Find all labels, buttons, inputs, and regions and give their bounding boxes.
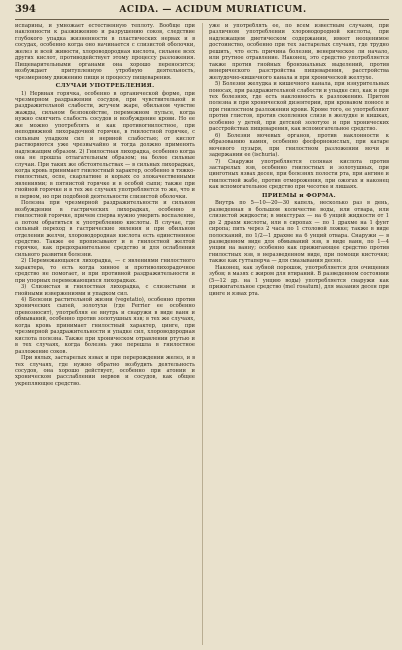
right-column xyxy=(209,23,389,645)
two-column-text xyxy=(15,23,389,645)
paragraph: 3) Слизистая и гнилостная лихорадка, с слизистыми и гнойными извержениями и упадком сил. xyxy=(15,284,195,297)
paragraph: Внутрь по 5—10—20—30 капель, несколько раз в день, разведенная в большом количестве воды, или отвара, или слизистой жидкости; в микстурах — на 6 унций жидкости от 1 до 2 драхм кислоты, или в сиропах — по 1 драхме на 1 фунт сиропа; пить через 2 часа по 1 столовой ложке; также в виде полосканий, по 1/2—1 драхме на 6 унций отвара. Снаружи — в разведенном виде для обмываний язв, в виде ванн, по 1—4 унции на ванну; особенно как прижигающее средство против гнилостных язв, в неразведенном виде, при помощи кисточки; также как гуттаперча — для смазывания десен. xyxy=(209,200,389,265)
section-title-doses: ПРИЕМЫ и ФОРМА. xyxy=(261,192,336,199)
paragraph: При вялых, застарелых язвах и при перерождении желез, и в тех случаях, где нужно обратно возбудить деятельность сосудов, она хорошо действует, особенно при атонии и хроническом расслаблении нервов и сосудов, как общее укрепляющее средство. xyxy=(15,355,195,387)
page-number: 394 xyxy=(15,4,36,15)
section-title-cases: СЛУЧАИ УПОТРЕБЛЕНИЯ. xyxy=(55,83,155,90)
paragraph: 5) Болезни желудка и кишечного канала, при изнурительных поносах, при раздражительной слабости и упадке сил, как и при тех болезнях, где есть наклонность к разложению. Притом полезна и при хронической дизентерии, при кровавом поносе и при гнилостном разложении крови. Кроме того, ее употребляют против глистов, против скопления слизи в желудке и кишках, особенно у детей, при детской золотухе и при хронических расстройствах пищеварения, как вспомогательное средство. xyxy=(209,81,389,133)
paragraph: испарины, и умножает естественную теплоту. Вообще при наклонности к разжижению и разрушению соков, следствие глубокого упадка жизненности в пластических нервах и в сосудах, особенно когда оно начинается с слизистой оболочки, желез и всей живости, хлороводородная кислота, сильнее всех других кислот, противодействует этому процессу разложения. Пищеварительными органами она хорошо переносится; возбуждает притупленную утробную деятельность, чрезмерному движению пищи и процессу пищеварения. xyxy=(15,23,195,81)
left-column xyxy=(15,23,195,645)
paragraph: Полезна при чрезмерной раздражительности и сильном возбуждении в гастрических лихорадках, особенно в гнилостной горячке, причем сперва нужно умерить воспаление, а потом обратиться к употреблению кислоты. В случае, где сильный переход в гастрические явления и при обильном отделении желчи, хлороводородная кислота есть единственное средство. Также ее прописывают и в гнилостной желтой горячке, как предохранительное средство и для ослабления сильного развития болезни. xyxy=(15,200,195,258)
running-head: ACIDA. — ACIDUM MURIATICUM. xyxy=(119,5,307,15)
paragraph: 4) Болезни растительной жизни (vegetatio), особенно против хронических сыпей, золотухи (где Ferrier ее особенно превозносит), употребляя ее внутрь и снаружи в виде ванн и обмываний, особенно против золотушных язв; в тех же случаях, когда кровь принимает гнилостный характер, цинге, при чрезмерной раздражительности и упадке сил, хлороводородная кислота полезна. Также при хроническом отравлении ртутью и в тех случаях, когда болезнь уже перешла в гнилостное разложение соков. xyxy=(15,297,195,355)
paragraph: 6) Болезни мочевых органов, против наклонности к образованию камня, особенно фосфорнокислых, при катаре мочевого пузыря, при гнилостном разложении мочи и задержании ее (ischuria). xyxy=(209,132,389,159)
paragraph: 7) Снаружи употребляется соляная кислота против застарелых язв, особенно гнилостных и золотушных, при цинготных язвах десен, при болезнях полости рта, при ангине и гнилостной жабе, против отморожения, при ожогах и наконец как вспомогательное средство при чесотке и лишаях. xyxy=(209,158,389,191)
column-divider xyxy=(202,23,203,645)
paragraph: уже и употреблять ее, по всем известным случаям, при различном употреблении хлороводородной кислоты, при надлежащем диетическом содержании, имеет неоценимое достоинство, особенно при тех застарелых случаях, где трудно решить, что есть причина болезни, венерическое ли начало, или ртутное отравление. Наконец, это средство употребляется также против гнойных бронхиальных выделений, против венерического разстройства пищеварения, расстройства желудочно-кишечного канала и при хронической желтухе. xyxy=(209,23,389,81)
paragraph: 1) Нервная горячка, особенно в органической форме, при чрезмерном раздражении сосудов, при чувствительной и раздражительной слабости, жгучем жаре, обильном чувстве жажды, сильном безпокойстве, перемежном пульсе, когда нужно смягчить слабость сосудов и возбуждение крови. Но ее же можно употреблять и как противогнилостное, при неподвижной лихорадочной горячке, в гнилостной горячке, с сильным упадком сил и нервной слабостью; от кислот растворяются уже чрезвычайно и тогда должно применять надлежащим образом. 2) Гнилостная лихорадка, особенно когда она не прошла отлагательным образом; на более сильные случаи. При таких же обстоятельствах — в сильных лихорадках, когда кровь принимает гнилостный характер, особенно в тяжко-гнилостных, оспе, скарлатине и корьях со злокачественными явлениями; в пятнистой горячке и в особой сыпи; также при гнойной горячке и в тех же случаях употребляется то же, что и в первом, но при подобной деятельности слизистой оболочки. xyxy=(15,90,195,200)
paragraph: Наконец, как зубной порошок, употребляется для очищения зубов; в мазях с жиром для втираний. В разведенном состоянии (5—12 др. на 1 унцию воды) употребляется снаружи как прижигательное средство (mel rosatum), для мазания десен при цинге и язвах рта. xyxy=(209,264,389,297)
paragraph: 2) Перемежающаяся лихорадка, — с явлениями гнилостного характера, то есть когда хинное и противолихорадочное средство не помогает, и при противной раздражительности и при упорных перемежающихся лихорадках. xyxy=(15,258,195,284)
page-header xyxy=(15,4,389,20)
